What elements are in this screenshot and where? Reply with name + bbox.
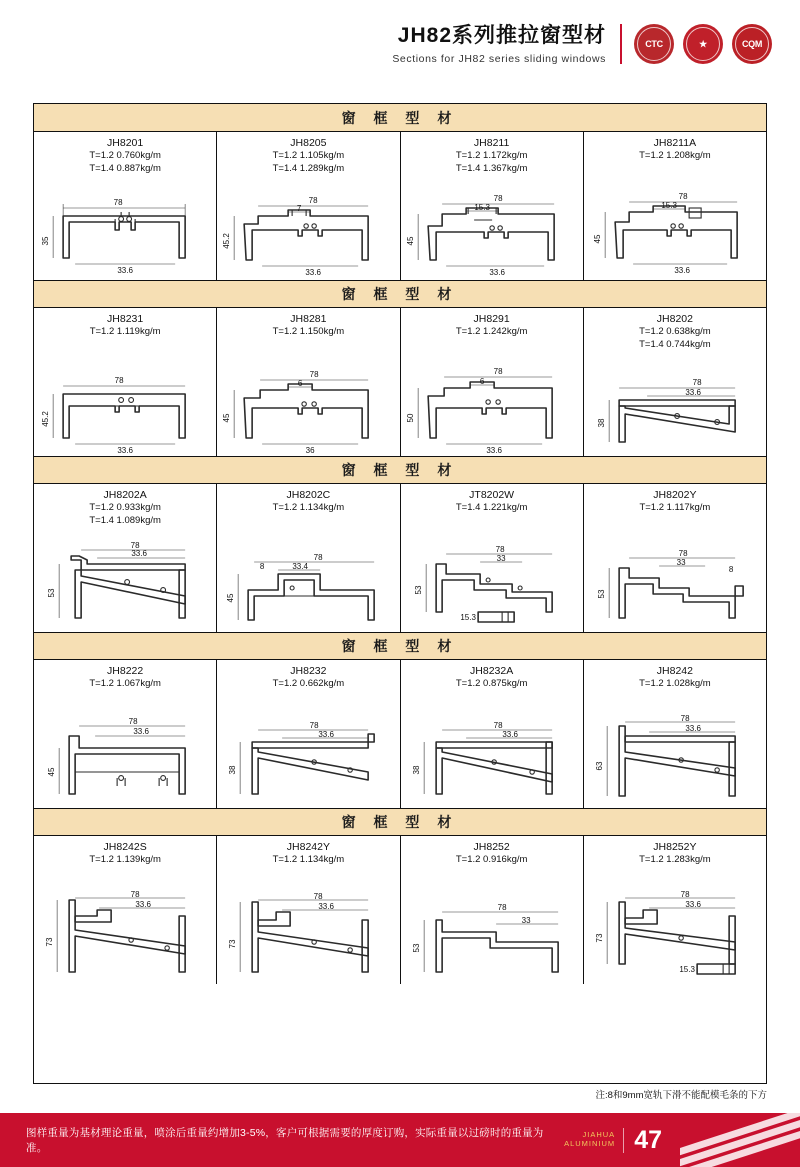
dim-top: 78: [495, 545, 505, 554]
profile-row: [34, 660, 766, 808]
logo-text-1: CTC: [645, 39, 663, 49]
profile-figure-jh8291: [401, 362, 583, 454]
profile-labels: [405, 313, 579, 339]
profile-code: JH8242S: [103, 841, 147, 853]
profile-labels: [38, 489, 212, 527]
profile-labels: [405, 841, 579, 867]
dim-top: 78: [692, 378, 702, 387]
profile-labels: [405, 665, 579, 691]
profile-spec: T=1.4 0.744kg/m: [639, 338, 711, 350]
dim-bottom: 15.3: [459, 613, 476, 622]
dim-inner: 33.6: [318, 730, 335, 739]
dim-left: 45: [222, 413, 232, 423]
profile-labels: [588, 841, 762, 867]
profile-spec: T=1.4 1.221kg/m: [455, 502, 528, 514]
cqm-logo-icon: [732, 24, 772, 64]
dim-top: 78: [128, 717, 138, 726]
profile-labels: [221, 313, 395, 339]
profile-figure-jh8252: [401, 890, 583, 982]
profile-figure-jh8211a: [584, 186, 766, 278]
profile-code: JH8232: [290, 665, 327, 677]
dim-left: 53: [596, 589, 606, 599]
profile-cell-jh8202c: [217, 484, 400, 632]
dim-left: 38: [228, 765, 238, 775]
dim-inner: 33: [521, 916, 531, 925]
footnote: 注:8和9mm宽轨下滑不能配模毛条的下方: [595, 1090, 767, 1101]
profile-cell-jh8202y: [584, 484, 766, 632]
profile-code: JH8252: [473, 841, 510, 853]
profile-code: JH8202C: [286, 489, 331, 501]
profile-spec: T=1.4 1.367kg/m: [455, 162, 528, 174]
dim-top: 78: [313, 553, 323, 562]
dim-inner: 33.6: [685, 724, 701, 733]
profile-code: JT8202W: [469, 489, 515, 501]
dim-bottom: 33.6: [305, 268, 322, 277]
profile-labels: [588, 313, 762, 351]
profile-spec: T=1.2 0.933kg/m: [89, 502, 161, 514]
section-band: 窗 框 型 材: [34, 632, 766, 660]
profile-code: JH8202A: [103, 489, 147, 501]
profile-figure-jh8281: [217, 362, 399, 454]
profile-code: JH8202Y: [653, 489, 697, 501]
profile-labels: [38, 665, 212, 691]
page-title-cn: JH82系列推拉窗型材: [397, 24, 606, 48]
profile-cell-jh8211a: [584, 132, 766, 280]
profile-cell-jt8202w: [401, 484, 584, 632]
dim-bottom: 33.6: [485, 446, 502, 454]
profile-cell-jh8222: [34, 660, 217, 808]
profile-spec: T=1.4 1.089kg/m: [89, 514, 161, 526]
dim-left: 73: [228, 939, 238, 949]
profile-spec: T=1.2 1.242kg/m: [455, 326, 528, 338]
profile-figure-jh8202: [584, 362, 766, 454]
profile-spec: T=1.2 0.875kg/m: [455, 678, 528, 690]
profile-figure-jh8242: [584, 714, 766, 806]
page-title-en: Sections for JH82 series sliding windows: [392, 52, 606, 65]
footer-brand: [564, 1131, 623, 1148]
profile-labels: [38, 313, 212, 339]
dim-left: 53: [47, 588, 57, 598]
profile-figure-jh8211: [401, 186, 583, 278]
dim-bottom: 36: [305, 446, 315, 454]
brand-line-2: ALUMINIUM: [564, 1139, 616, 1148]
page-footer: [0, 1113, 800, 1167]
profile-row: [34, 132, 766, 280]
dim-left: 63: [594, 761, 604, 771]
profile-cell-jh8202a: [34, 484, 217, 632]
certification-logos: [634, 24, 772, 64]
profile-code: JH8242Y: [286, 841, 330, 853]
profile-figure-jh8205: [217, 186, 399, 278]
dim-top: 78: [493, 367, 503, 376]
dim-inner: 33: [676, 558, 686, 567]
profile-spec: T=1.2 1.134kg/m: [272, 854, 345, 866]
section-band: 窗 框 型 材: [34, 104, 766, 132]
page-header: [0, 0, 800, 88]
profile-code: JH8232A: [470, 665, 514, 677]
dim-bottom: 33.6: [488, 268, 505, 277]
profile-labels: [588, 137, 762, 163]
profile-spec: T=1.2 1.139kg/m: [89, 854, 161, 866]
profile-code: JH8222: [107, 665, 144, 677]
dim-inner2: 8: [260, 562, 265, 571]
section-band: 窗 框 型 材: [34, 808, 766, 836]
dim-left: 53: [411, 943, 421, 953]
dim-top: 78: [114, 376, 124, 385]
profile-labels: [221, 841, 395, 867]
profile-labels: [405, 489, 579, 515]
profile-figure-jh8232: [217, 714, 399, 806]
profile-figure-jh8232a: [401, 714, 583, 806]
header-titles: [392, 23, 606, 64]
dim-top: 78: [130, 890, 140, 899]
dim-left: 73: [45, 937, 55, 947]
dim-bottom: 15.3: [679, 965, 695, 974]
profile-labels: [588, 489, 762, 515]
profile-row: [34, 836, 766, 984]
dim-left: 45.2: [41, 411, 51, 427]
profile-spec: T=1.2 1.067kg/m: [89, 678, 161, 690]
logo-text-3: CQM: [741, 39, 763, 49]
dim-inner: 6: [479, 377, 484, 386]
profile-labels: [221, 665, 395, 691]
dim-inner: 15.3: [661, 201, 677, 210]
profile-figure-jh8252y: [584, 890, 766, 982]
dim-inner2: 8: [728, 565, 734, 574]
dim-bottom: 33.6: [117, 266, 133, 275]
profile-spec: T=1.2 0.760kg/m: [89, 150, 161, 162]
dim-top: 78: [309, 370, 319, 379]
profile-cell-jh8242s: [34, 836, 217, 984]
dim-bottom: 33.6: [117, 446, 133, 454]
section-band: 窗 框 型 材: [34, 456, 766, 484]
dim-left: 45: [405, 236, 415, 246]
dim-top: 78: [113, 198, 123, 207]
profile-figure-jh8202a: [34, 538, 216, 630]
profile-cell-jh8202: [584, 308, 766, 456]
dim-left: 38: [596, 418, 606, 428]
profile-spec: T=1.2 0.916kg/m: [455, 854, 528, 866]
profile-figure-jh8222: [34, 714, 216, 806]
logo-text-2: ★: [699, 38, 707, 49]
dim-top: 78: [678, 192, 688, 201]
dim-inner: 33.6: [133, 727, 149, 736]
profile-code: JH8252Y: [653, 841, 697, 853]
profile-cell-jh8281: [217, 308, 400, 456]
profile-labels: [588, 665, 762, 691]
dim-top: 78: [309, 721, 319, 730]
profile-spec: T=1.4 0.887kg/m: [89, 162, 161, 174]
profile-spec: T=1.2 0.638kg/m: [639, 326, 711, 338]
footer-disclaimer: 图样重量为基材理论重量，喷涂后重量约增加3-5%，客户可根据需要的厚度订购，实际重量以过磅时的重量为准。: [26, 1127, 544, 1154]
profile-cell-jh8232a: [401, 660, 584, 808]
profile-code: JH8202: [656, 313, 693, 325]
profile-labels: [221, 137, 395, 175]
profile-cell-jh8211: [401, 132, 584, 280]
profile-code: JH8205: [290, 137, 327, 149]
section-band: 窗 框 型 材: [34, 280, 766, 308]
profile-spec: T=1.2 1.283kg/m: [639, 854, 711, 866]
dim-inner: 15.3: [473, 203, 490, 212]
profile-cell-jh8205: [217, 132, 400, 280]
dim-bottom: 33.6: [674, 266, 690, 275]
iso-star-logo-icon: [683, 24, 723, 64]
profile-cell-jh8231: [34, 308, 217, 456]
profile-spec: T=1.2 1.028kg/m: [639, 678, 711, 690]
profiles-table: [33, 103, 767, 1084]
dim-top: 78: [493, 721, 503, 730]
profile-figure-jh8231: [34, 362, 216, 454]
profile-figure-jh8201: [34, 186, 216, 278]
brand-line-1: JIAHUA: [582, 1130, 616, 1140]
header-divider: [620, 24, 622, 64]
footer-swoosh-decor: [680, 1113, 800, 1167]
profile-figure-jt8202w: [401, 538, 583, 630]
dim-inner: 33.6: [685, 900, 701, 909]
profile-labels: [38, 137, 212, 175]
profile-cell-jh8201: [34, 132, 217, 280]
profile-cell-jh8232: [217, 660, 400, 808]
profile-spec: T=1.2 1.172kg/m: [455, 150, 528, 162]
profile-spec: T=1.4 1.289kg/m: [272, 162, 345, 174]
dim-inner: 6: [298, 379, 303, 388]
profile-figure-jh8202c: [217, 538, 399, 630]
profile-cell-jh8242y: [217, 836, 400, 984]
profile-cell-jh8252y: [584, 836, 766, 984]
profile-cell-jh8242: [584, 660, 766, 808]
dim-inner: 7: [297, 204, 302, 213]
dim-top: 78: [680, 890, 690, 899]
page-number: 47: [623, 1128, 680, 1153]
dim-inner: 33.6: [318, 902, 335, 911]
profile-spec: T=1.2 1.150kg/m: [272, 326, 345, 338]
dim-inner: 33: [496, 554, 506, 563]
profile-figure-jh8242s: [34, 890, 216, 982]
profile-spec: T=1.2 1.117kg/m: [639, 502, 711, 514]
profile-row: [34, 308, 766, 456]
dim-top: 78: [493, 194, 503, 203]
dim-left: 45: [47, 767, 57, 777]
profile-code: JH8242: [656, 665, 693, 677]
dim-top: 78: [678, 549, 688, 558]
dim-left: 73: [594, 933, 604, 943]
profile-code: JH8291: [473, 313, 510, 325]
profile-labels: [221, 489, 395, 515]
dim-top: 78: [313, 892, 323, 901]
dim-left: 50: [405, 413, 415, 423]
profile-spec: T=1.2 1.105kg/m: [272, 150, 345, 162]
profile-code: JH8231: [107, 313, 144, 325]
profile-code: JH8211A: [653, 137, 697, 149]
dim-left: 45.2: [222, 233, 232, 249]
dim-left: 35: [41, 236, 51, 246]
profile-spec: T=1.2 0.662kg/m: [272, 678, 345, 690]
dim-left: 45: [226, 593, 236, 603]
profile-figure-jh8202y: [584, 538, 766, 630]
dim-top: 78: [680, 714, 690, 723]
dim-left: 53: [413, 585, 423, 595]
dim-top: 78: [497, 903, 507, 912]
dim-left: 45: [592, 234, 602, 244]
profile-figure-jh8242y: [217, 890, 399, 982]
dim-top: 78: [308, 196, 318, 205]
dim-inner: 33.6: [501, 730, 518, 739]
dim-inner: 33.6: [131, 549, 147, 558]
profile-labels: [38, 841, 212, 867]
profile-labels: [405, 137, 579, 175]
profile-code: JH8201: [107, 137, 144, 149]
profile-code: JH8211: [473, 137, 510, 149]
dim-inner: 33.6: [685, 388, 701, 397]
profile-spec: T=1.2 1.208kg/m: [639, 150, 711, 162]
dim-top: 78: [130, 541, 140, 550]
dim-inner: 33.6: [135, 900, 151, 909]
profile-cell-jh8252: [401, 836, 584, 984]
profile-row: [34, 484, 766, 632]
profile-spec: T=1.2 1.119kg/m: [89, 326, 161, 338]
china-certification-logo-icon: [634, 24, 674, 64]
profile-cell-jh8291: [401, 308, 584, 456]
dim-left: 38: [411, 765, 421, 775]
profile-code: JH8281: [290, 313, 327, 325]
profile-spec: T=1.2 1.134kg/m: [272, 502, 345, 514]
dim-inner: 33.4: [292, 562, 309, 571]
